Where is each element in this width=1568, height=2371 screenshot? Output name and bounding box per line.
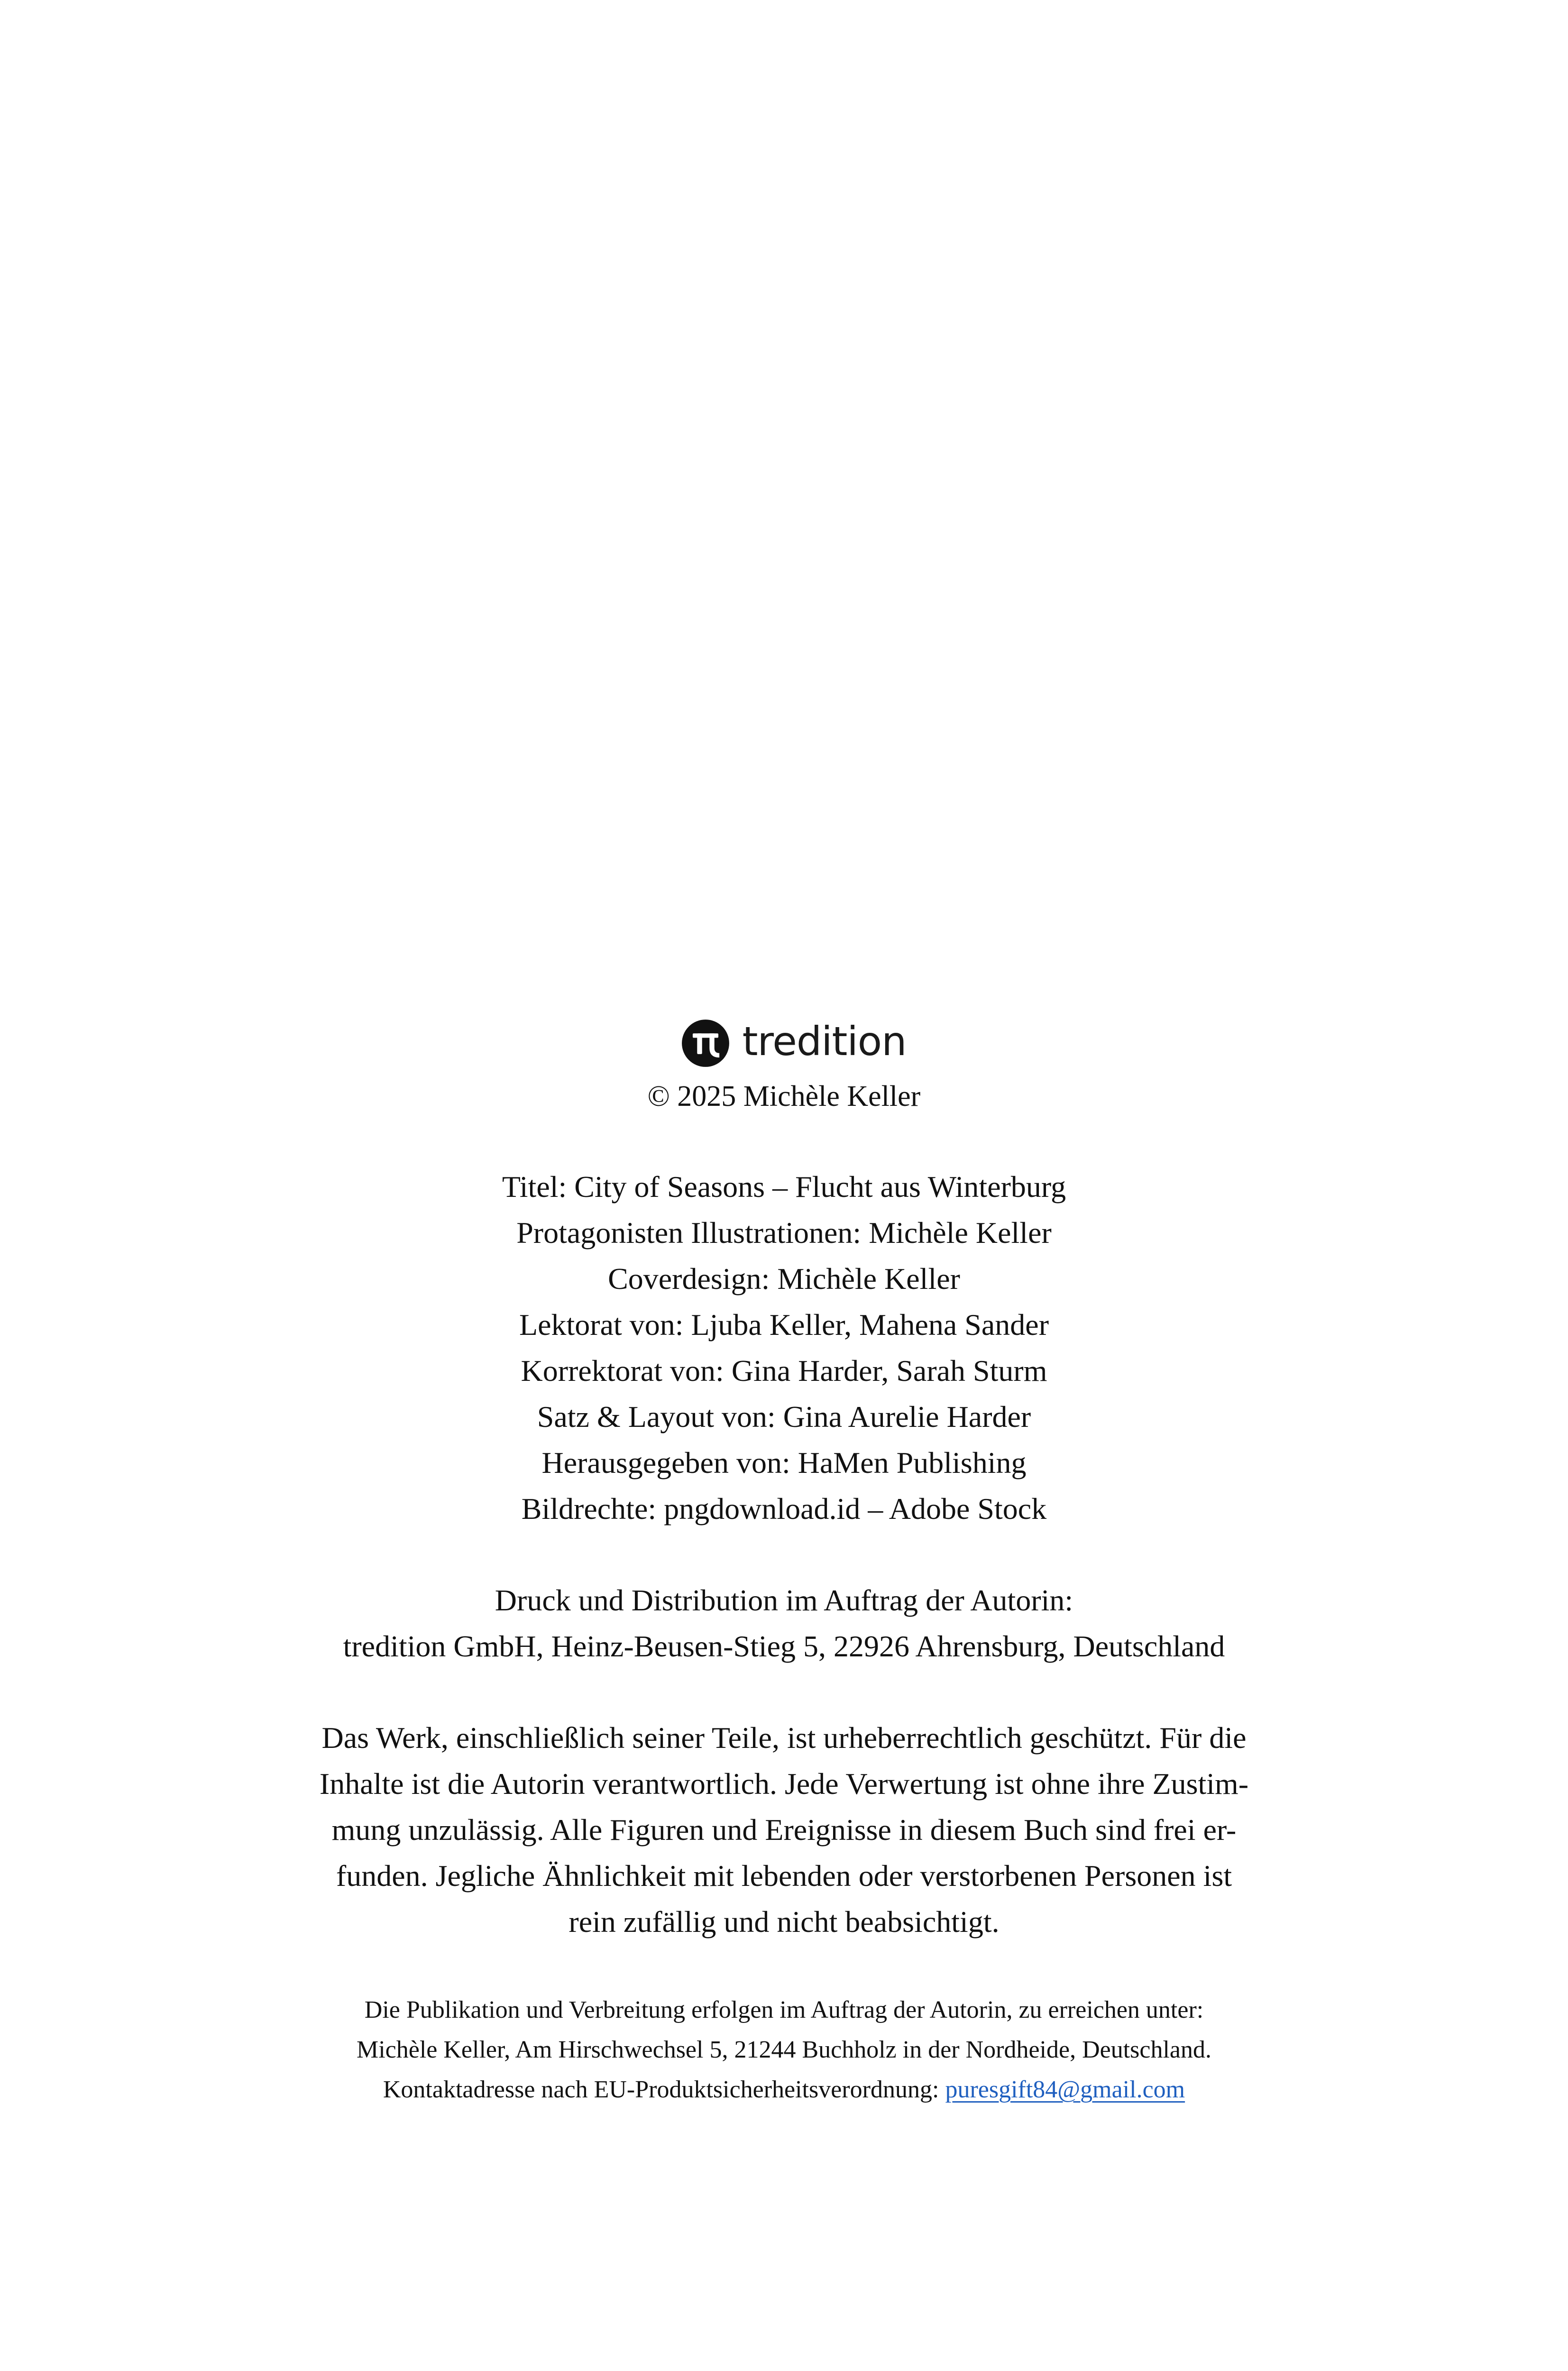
legal-notice [0, 1715, 1568, 1945]
imprint-block [0, 1015, 1568, 2110]
contact-label: Kontaktadresse nach EU-Produktsicherheitsverordnung: [383, 2076, 945, 2103]
copyright-line: © 2025 Michèle Keller [647, 1080, 921, 1112]
tredition-logo-icon [681, 1019, 730, 1068]
legal-line: mung unzulässig. Alle Figuren und Ereignisse in diesem Buch sind frei er- [331, 1813, 1237, 1847]
legal-line: rein zufällig und nicht beabsichtigt. [569, 1905, 999, 1939]
distribution-block [0, 1577, 1568, 1669]
publisher-logo-text: tredition [742, 1018, 907, 1065]
credits-block [0, 1164, 1568, 1532]
publication-notice [0, 1990, 1568, 2110]
distribution-heading: Druck und Distribution im Auftrag der Autorin: [495, 1583, 1073, 1617]
legal-line: Inhalte ist die Autorin verantwortlich. Jede Verwertung ist ohne ihre Zustim- [319, 1767, 1249, 1801]
publication-address: Michèle Keller, Am Hirschwechsel 5, 21244 Buchholz in der Nordheide, Deutschland. [357, 2036, 1211, 2063]
credit-title: Titel: City of Seasons – Flucht aus Winterburg [502, 1170, 1066, 1204]
credit-publisher: Herausgegeben von: HaMen Publishing [541, 1446, 1027, 1480]
publisher-logo [19, 1015, 1568, 1072]
contact-email-link[interactable]: puresgift84@gmail.com [945, 2076, 1185, 2103]
legal-line: funden. Jegliche Ähnlichkeit mit lebenden oder verstorbenen Personen ist [336, 1859, 1232, 1893]
credit-proofreading: Korrektorat von: Gina Harder, Sarah Sturm [521, 1354, 1047, 1388]
contact-line [0, 2070, 1568, 2110]
credit-typesetting: Satz & Layout von: Gina Aurelie Harder [537, 1400, 1031, 1434]
credit-coverdesign: Coverdesign: Michèle Keller [608, 1262, 960, 1296]
legal-line: Das Werk, einschließlich seiner Teile, ist urheberrechtlich geschützt. Für die [321, 1721, 1247, 1755]
distribution-address: tredition GmbH, Heinz-Beusen-Stieg 5, 22926 Ahrensburg, Deutschland [343, 1629, 1225, 1663]
credit-image-rights: Bildrechte: pngdownload.id – Adobe Stock [521, 1492, 1047, 1526]
publication-line: Die Publikation und Verbreitung erfolgen im Auftrag der Autorin, zu erreichen unter: [364, 1996, 1204, 2023]
credit-editing: Lektorat von: Ljuba Keller, Mahena Sander [519, 1308, 1049, 1342]
credit-illustrations: Protagonisten Illustrationen: Michèle Keller [516, 1216, 1052, 1250]
